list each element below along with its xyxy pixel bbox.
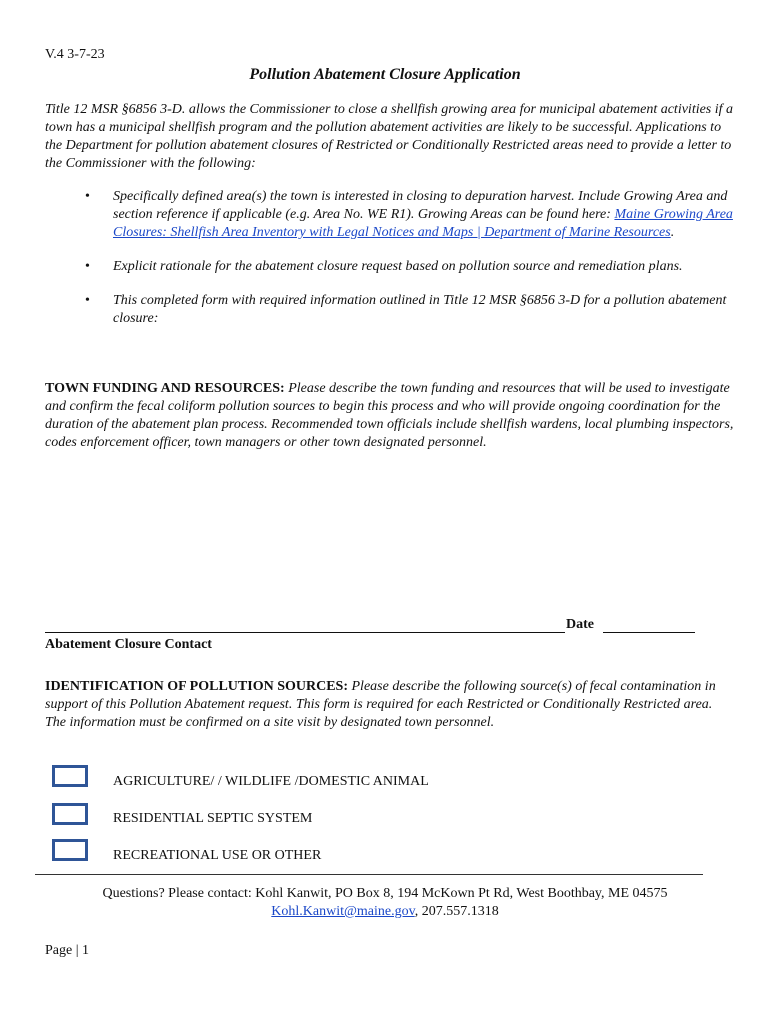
- recreational-label: RECREATIONAL USE OR OTHER: [113, 848, 322, 863]
- list-item: [85, 292, 735, 328]
- recreational-checkbox[interactable]: [52, 839, 88, 861]
- footer-divider: [35, 874, 703, 875]
- funding-heading: TOWN FUNDING AND RESOURCES:: [45, 381, 285, 396]
- version-label: V.4 3-7-23: [45, 47, 105, 62]
- septic-label: RESIDENTIAL SEPTIC SYSTEM: [113, 811, 313, 826]
- page-title: Pollution Abatement Closure Application: [249, 66, 521, 83]
- identification-body: Please describe the following source(s) of fecal contamination in support of this Pollution Abatement request. This form is required for each Restricted or Conditionally Restricted area. The information must be confirmed on a site visit by designated town personnel.: [45, 679, 716, 730]
- growing-areas-link[interactable]: Maine Growing Area Closures: Shellfish Area Inventory with Legal Notices and Maps | Department of Marine Resources: [113, 207, 733, 240]
- identification-section: [45, 678, 735, 732]
- funding-section: [45, 380, 735, 452]
- list-item: [85, 258, 735, 276]
- footer-email-line: [0, 904, 770, 920]
- footer-contact: Questions? Please contact: Kohl Kanwit, PO Box 8, 194 McKown Pt Rd, West Boothbay, ME 04575: [102, 886, 668, 901]
- bullet-text: Explicit rationale for the abatement closure request based on pollution source and remediation plans.: [113, 259, 683, 274]
- signature-line[interactable]: [45, 618, 565, 633]
- page-number: Page | 1: [45, 943, 90, 958]
- septic-checkbox[interactable]: [52, 803, 88, 825]
- bullet-text: This completed form with required information outlined in Title 12 MSR §6856 3-D for a pollution abatement closure:: [113, 293, 727, 326]
- date-line[interactable]: [603, 618, 695, 633]
- contact-label: Abatement Closure Contact: [45, 637, 212, 652]
- agriculture-checkbox[interactable]: [52, 765, 88, 787]
- agriculture-label: AGRICULTURE/ / WILDLIFE /DOMESTIC ANIMAL: [113, 774, 429, 789]
- bullet-text: Specifically defined area(s) the town is interested in closing to depuration harvest. Include Growing Area and section reference if applicable (e.g. Area No. WE R1). Growing Areas can be found here:: [113, 189, 728, 222]
- identification-heading: IDENTIFICATION OF POLLUTION SOURCES:: [45, 679, 348, 694]
- email-link[interactable]: Kohl.Kanwit@maine.gov: [271, 904, 415, 919]
- intro-paragraph: Title 12 MSR §6856 3-D. allows the Commissioner to close a shellfish growing area for municipal abatement activities if a town has a municipal shellfish program and the pollution abatement activities are likely to be successful. Applications to the Department for pollution abatement closures of Restricted or Conditionally Restricted areas need to provide a letter to the Commissioner with the following:: [45, 102, 734, 171]
- list-item: [85, 188, 735, 242]
- bullet-end: .: [670, 225, 675, 240]
- phone-text: , 207.557.1318: [414, 904, 499, 919]
- date-label: Date: [566, 617, 594, 632]
- requirements-list: [85, 188, 735, 344]
- funding-body: Please describe the town funding and resources that will be used to investigate and confirm the fecal coliform pollution sources to begin this process and who will provide ongoing coordination for the duration of the abatement plan process. Recommended town officials include shellfish wardens, local plumbing inspectors, codes enforcement officer, town managers or other town designated personnel.: [45, 381, 734, 450]
